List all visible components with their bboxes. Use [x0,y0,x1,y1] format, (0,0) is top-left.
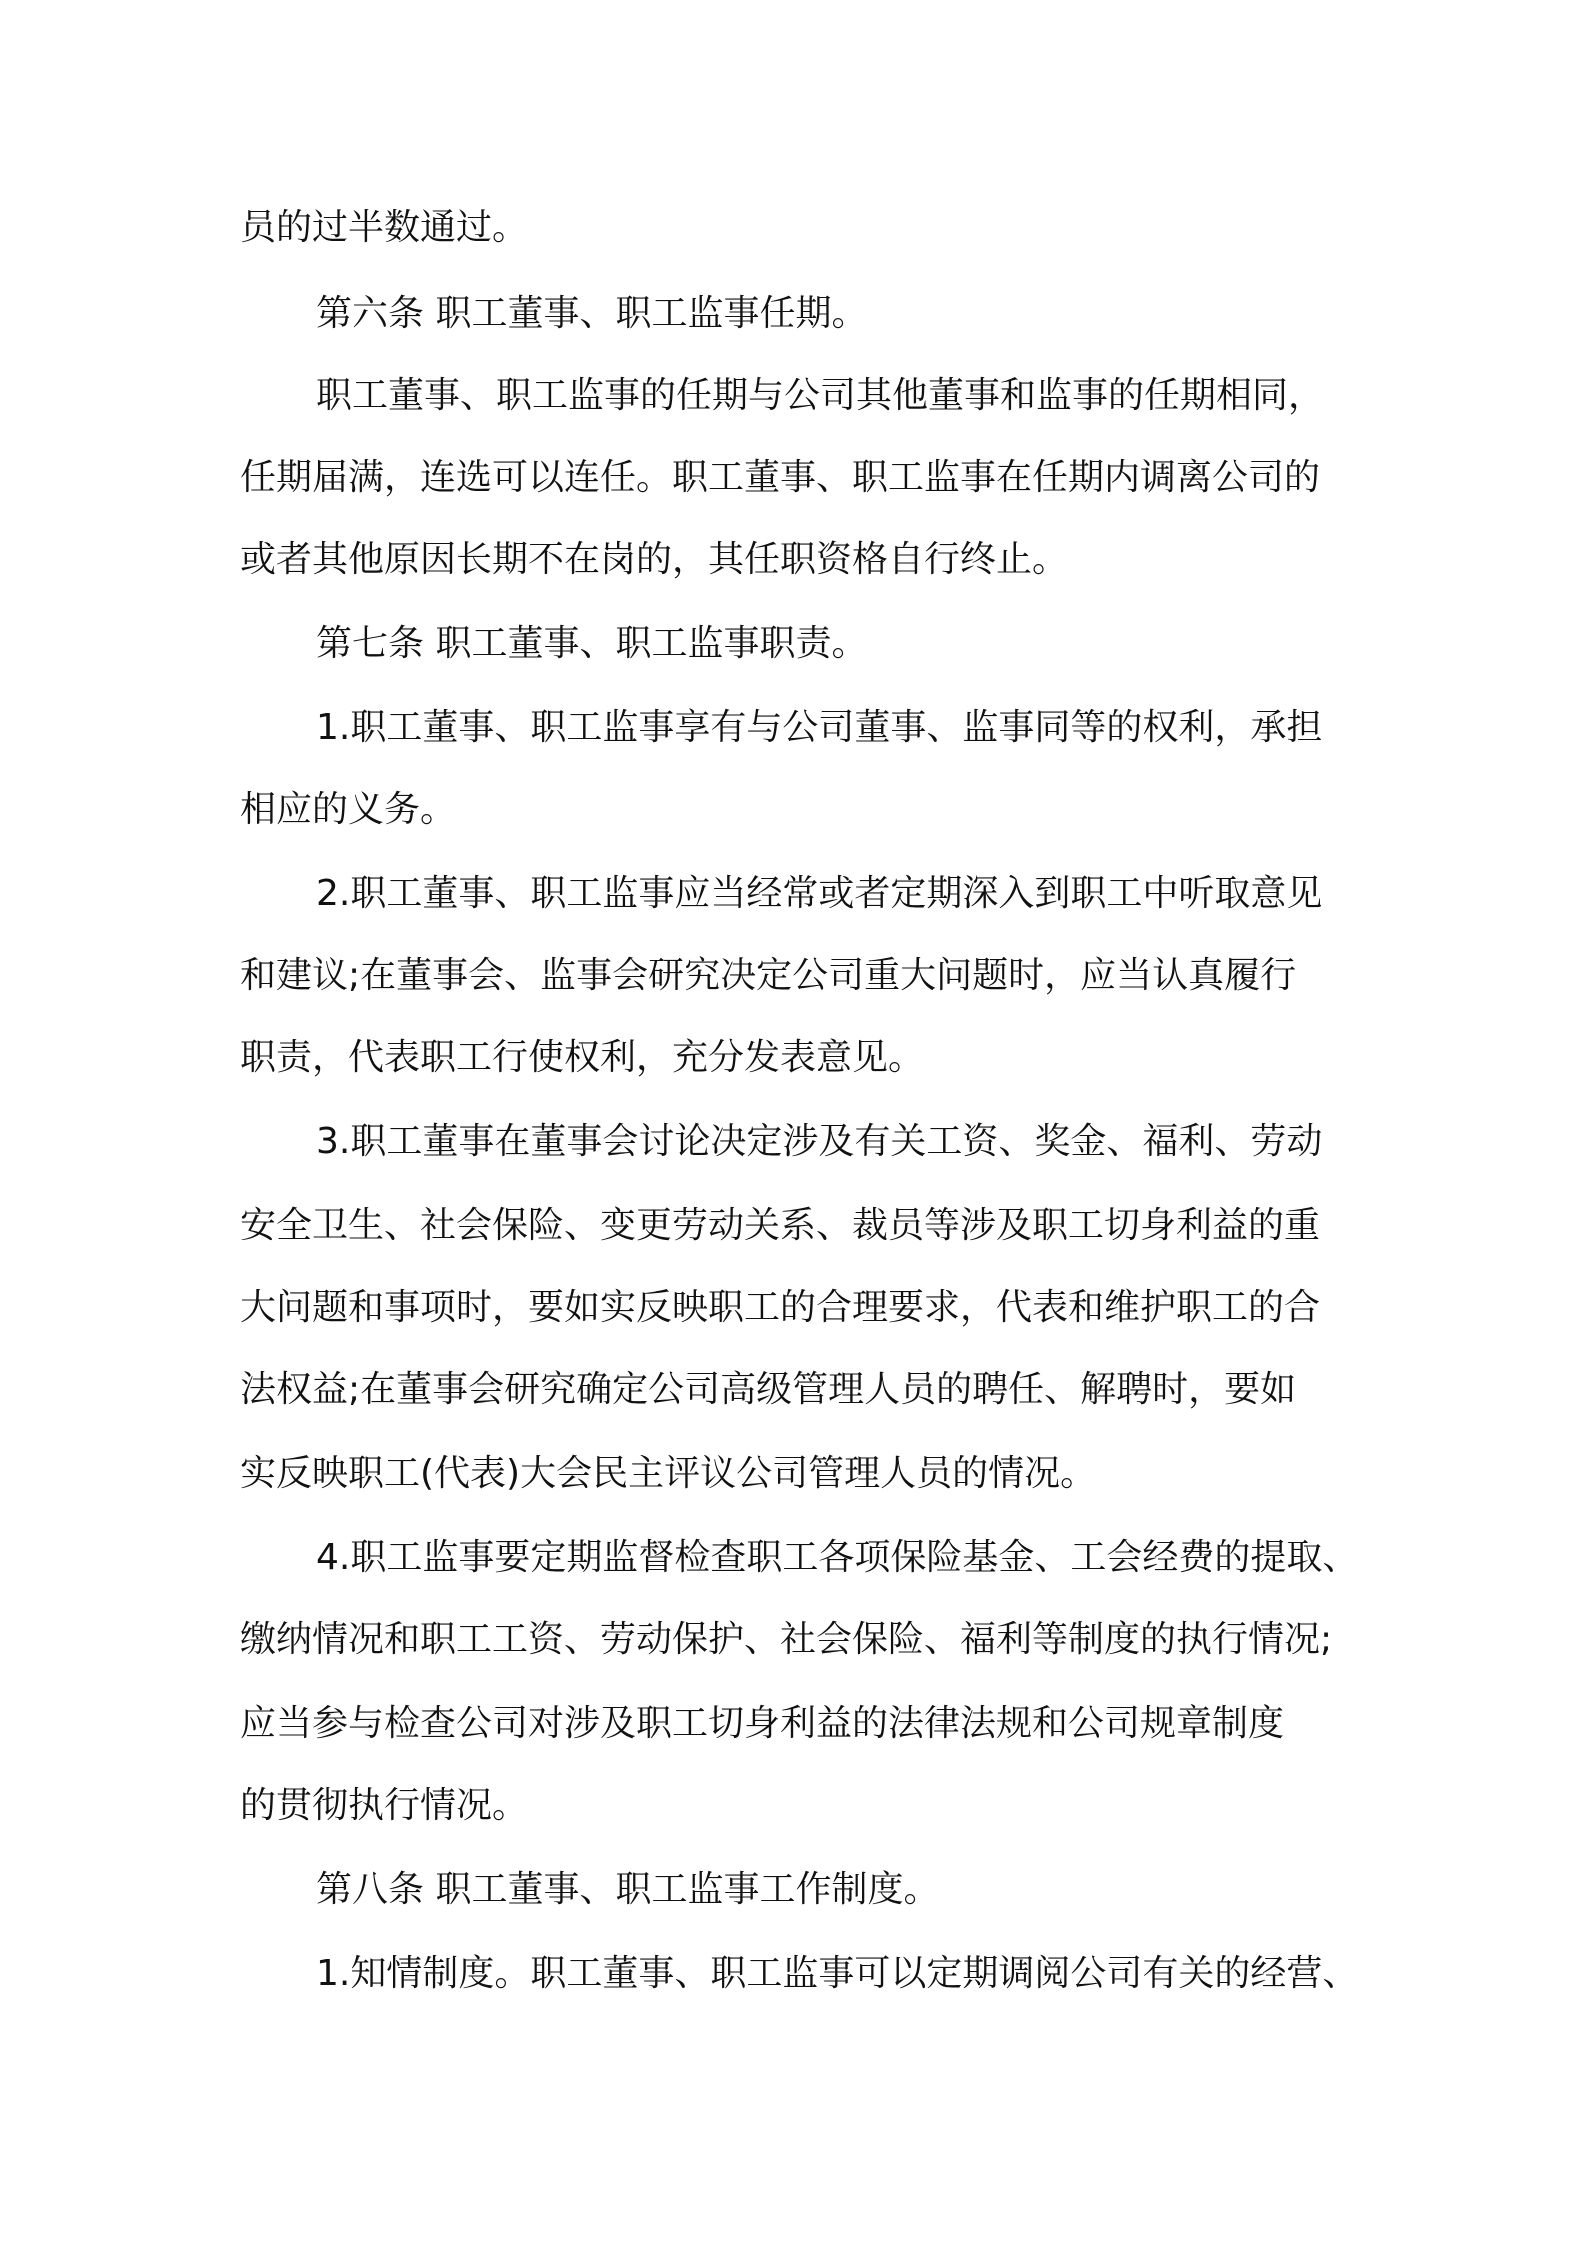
paragraph-line: 安全卫生、社会保险、变更劳动关系、裁员等涉及职工切身利益的重 [240,1205,1321,1246]
paragraph-line: 1.知情制度。职工董事、职工监事可以定期调阅公司有关的经营、 [316,1953,1359,1994]
paragraph-line: 应当参与检查公司对涉及职工切身利益的法律法规和公司规章制度 [240,1703,1285,1744]
paragraph-line: 职工董事、职工监事的任期与公司其他董事和监事的任期相同， [316,375,1325,416]
article-7-heading: 第七条 职工董事、职工监事职责。 [316,623,868,664]
paragraph-line: 大问题和事项时，要如实反映职工的合理要求，代表和维护职工的合 [240,1287,1321,1328]
paragraph-line: 相应的义务。 [240,789,457,830]
paragraph-line: 和建议;在董事会、监事会研究决定公司重大问题时，应当认真履行 [240,955,1297,996]
paragraph-line: 任期届满，连选可以连任。职工董事、职工监事在任期内调离公司的 [240,457,1321,498]
paragraph-line: 或者其他原因长期不在岗的，其任职资格自行终止。 [240,539,1069,580]
paragraph-line: 2.职工董事、职工监事应当经常或者定期深入到职工中听取意见 [316,873,1323,914]
paragraph-line: 3.职工董事在董事会讨论决定涉及有关工资、奖金、福利、劳动 [316,1121,1323,1162]
paragraph-line: 职责，代表职工行使权利，充分发表意见。 [240,1037,925,1078]
text-line-continuation: 员的过半数通过。 [240,207,529,248]
paragraph-line: 4.职工监事要定期监督检查职工各项保险基金、工会经费的提取、 [316,1537,1359,1578]
article-8-heading: 第八条 职工董事、职工监事工作制度。 [316,1869,940,1910]
paragraph-line: 缴纳情况和职工工资、劳动保护、社会保险、福利等制度的执行情况; [240,1619,1333,1660]
paragraph-line: 实反映职工(代表)大会民主评议公司管理人员的情况。 [240,1453,1097,1494]
paragraph-line: 1.职工董事、职工监事享有与公司董事、监事同等的权利，承担 [316,707,1323,748]
paragraph-line: 法权益;在董事会研究确定公司高级管理人员的聘任、解聘时，要如 [240,1369,1297,1410]
article-6-heading: 第六条 职工董事、职工监事任期。 [316,293,868,334]
paragraph-line: 的贯彻执行情况。 [240,1785,529,1826]
